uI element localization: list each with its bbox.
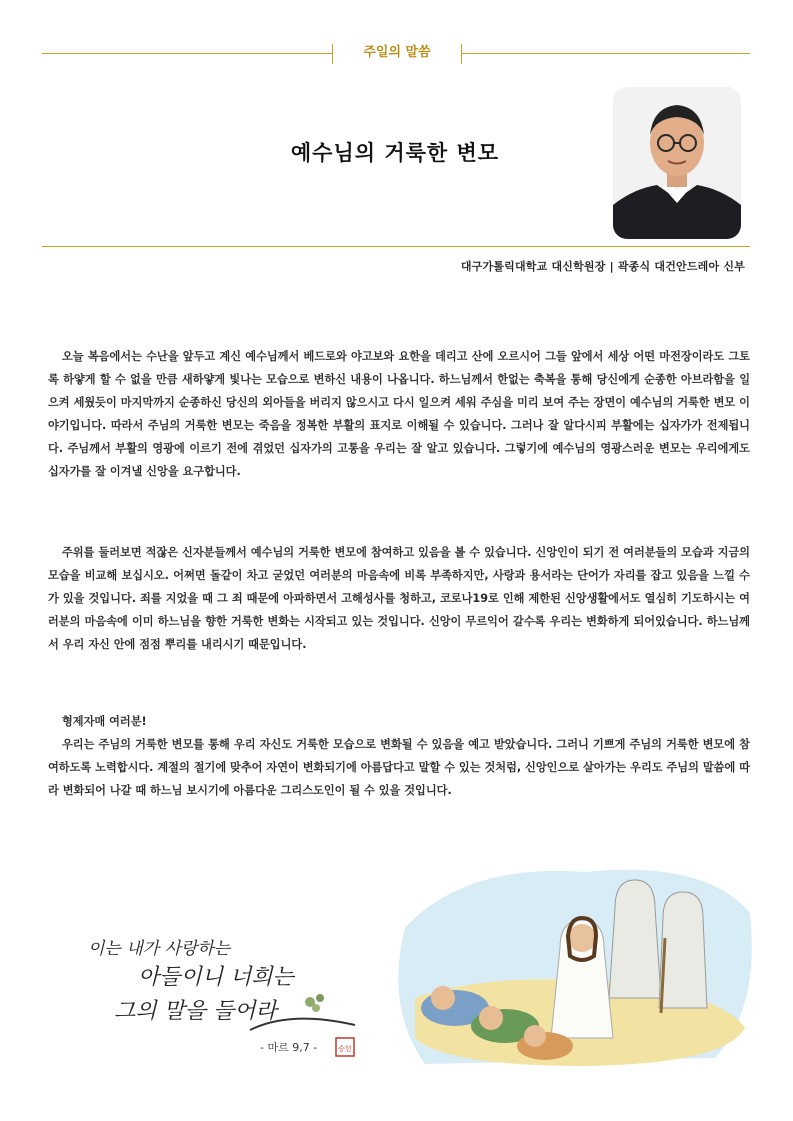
calligraphy-line-1: 이는 내가 사랑하는 [88,939,231,959]
header-rule-left [42,53,332,54]
section-label: 주일의 말씀 [363,45,431,60]
disciple-face [479,1006,503,1030]
greeting: 형제자매 여러분! [62,715,147,728]
seal-text: 승헌 [338,1045,352,1053]
disciple-face [524,1025,546,1047]
header-rule-right [461,53,750,54]
moses-figure [659,892,707,1008]
page-title: 예수님의 거룩한 변모 [290,141,500,165]
calligraphy-line-3: 그의 말을 들어라 [114,999,277,1024]
elijah-figure [609,880,661,998]
paragraph-3: 우리는 주님의 거룩한 변모를 통해 우리 자신도 거룩한 모습으로 변화될 수 있음을 예고 받았습니다. 그러니 기쁘게 주님의 거룩한 변모에 참여하도록 노력합시다. 계절의 절기에 맞추어 자연이 변화되기에 아름답다고 말할 수 있는 것처럼, 신앙인으로 살아가는 우리도 주님의 말씀에 따라 변화되어 나갈 때 하느님 보시기에 아름다운 그리스도인이 될 수 있을 것입니다. [48,738,750,797]
flower-dot [316,994,324,1002]
author-portrait [613,87,741,239]
portrait-image [613,87,741,239]
transfiguration-illustration [385,858,760,1068]
paragraph-1: 오늘 복음에서는 수난을 앞두고 계신 예수님께서 베드로와 야고보와 요한을 데리고 산에 오르시어 그들 앞에서 세상 어떤 마전장이라도 그토록 하얗게 할 수 없을 만큼 새하얗게 빛나는 모습으로 변하신 내용이 나옵니다. 하느님께서 한없는 축복을 통해 당신에게 순종한 아브라함을 일으켜 세웠듯이 마지막까지 순종하신 당신의 외아들을 버리지 않으시고 다시 일으켜 세워 주심을 미리 보여 주는 장면이 예수님의 거룩한 변모 이야기입니다. 따라서 주님의 거룩한 변모는 죽음을 정복한 부활의 표지로 이해될 수 있습니다. 그러나 잘 알다시피 부활에는 십자가가 전제됩니다. 주님께서 부활의 영광에 이르기 전에 겪었던 십자가의 고통을 우리는 잘 알고 있습니다. 그렇기에 예수님의 영광스러운 변모는 우리에게도 십자가를 잘 이겨낼 신앙을 요구합니다. [48,350,750,478]
author-byline: 대구가톨릭대학교 대신학원장 | 곽종식 대건안드레아 신부 [460,260,745,273]
jesus-face [568,924,596,952]
calligraphy-verse [80,930,370,1060]
paragraph-2: 주위를 둘러보면 적잖은 신자분들께서 예수님의 거룩한 변모에 참여하고 있음을 볼 수 있습니다. 신앙인이 되기 전 여러분들의 모습과 지금의 모습을 비교해 보십시오. 어쩌면 돌같이 차고 굳었던 여러분의 마음속에 비록 부족하지만, 사랑과 용서라는 단어가 자리를 잡고 있음을 느낄 수가 있을 것입니다. 죄를 지었을 때 그 죄 때문에 아파하면서 고해성사를 청하고, 코로나19로 인해 제한된 신앙생활에서도 열심히 기도하시는 여러분의 마음속에 이미 하느님을 향한 거룩한 변화는 시작되고 있는 것입니다. 신앙이 무르익어 갈수록 우리는 변화하게 되어있습니다. 하느님께서 우리 자신 안에 점점 뿌리를 내리시기 때문입니다. [48,546,750,651]
verse-reference: - 마르 9,7 - [260,1041,318,1054]
flower-dot [312,1004,320,1012]
disciple-face [431,986,455,1010]
header-bottom-rule [42,246,750,247]
header-tick-left [332,44,333,64]
header-tick-right [461,44,462,64]
calligraphy-line-2: 아들이니 너희는 [138,965,294,990]
